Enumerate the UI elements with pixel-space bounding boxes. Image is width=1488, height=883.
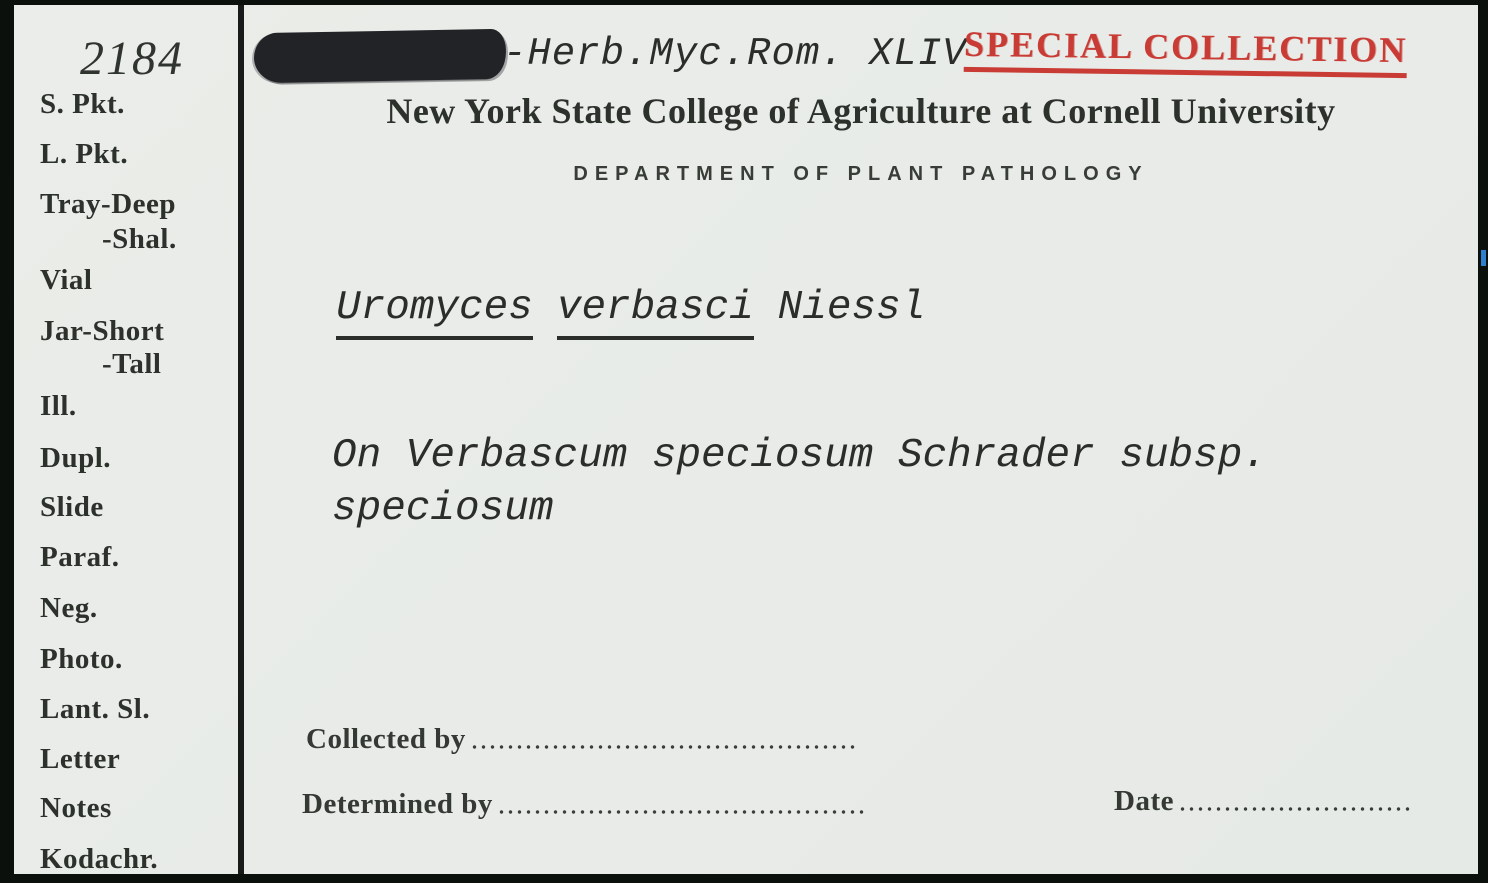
collected-by-row xyxy=(306,723,856,756)
sidebar-item-l-pkt: L. Pkt. xyxy=(40,138,129,170)
sidebar-item-tall: -Tall xyxy=(102,348,162,380)
special-collection-stamp: SPECIAL COLLECTION xyxy=(964,23,1408,78)
genus-name: Uromyces xyxy=(336,285,533,340)
checklist-divider-rule xyxy=(238,5,244,874)
authority-name: Niessl xyxy=(777,285,926,331)
determined-by-row xyxy=(302,788,864,821)
species-epithet: verbasci xyxy=(557,285,754,340)
determined-by-dotted-line xyxy=(497,810,864,814)
scan-artifact-mark xyxy=(1481,250,1486,266)
herbarium-label-card xyxy=(14,5,1478,874)
date-row xyxy=(1114,785,1412,818)
sidebar-item-vial: Vial xyxy=(40,264,93,296)
sidebar-item-slide: Slide xyxy=(40,491,104,523)
sidebar-item-s-pkt: S. Pkt. xyxy=(40,88,125,120)
determined-by-label: Determined by xyxy=(302,788,493,820)
sidebar-item-lant-sl: Lant. Sl. xyxy=(40,693,151,725)
sidebar-item-tray-deep: Tray-Deep xyxy=(40,188,177,220)
sidebar-item-neg: Neg. xyxy=(40,592,98,624)
sidebar-item-ill: Ill. xyxy=(40,390,77,422)
obliterated-text-scribble xyxy=(254,29,507,83)
department-name: DEPARTMENT OF PLANT PATHOLOGY xyxy=(573,163,1149,185)
exsiccata-series-line: -Herb.Myc.Rom. XLIV xyxy=(503,32,967,76)
sidebar-item-shal: -Shal. xyxy=(102,223,177,255)
sidebar-item-kodachr: Kodachr. xyxy=(40,843,159,875)
sidebar-item-notes: Notes xyxy=(40,792,112,824)
date-label: Date xyxy=(1114,785,1174,817)
host-plant-line-2: speciosum xyxy=(332,486,554,532)
sidebar-item-photo: Photo. xyxy=(40,643,123,675)
sidebar-item-paraf: Paraf. xyxy=(40,541,120,573)
sidebar-item-letter: Letter xyxy=(40,743,121,775)
host-plant-line-1: On Verbascum speciosum Schrader subsp. xyxy=(332,433,1267,479)
institution-name: New York State College of Agriculture at Cornell University xyxy=(386,91,1336,131)
date-dotted-line xyxy=(1178,807,1412,811)
accession-number: 2184 xyxy=(80,32,184,85)
collected-by-label: Collected by xyxy=(306,723,466,755)
collected-by-dotted-line xyxy=(470,745,856,749)
sidebar-item-jar-short: Jar-Short xyxy=(40,315,165,347)
sidebar-item-dupl: Dupl. xyxy=(40,442,112,474)
scientific-name-line xyxy=(336,285,949,331)
